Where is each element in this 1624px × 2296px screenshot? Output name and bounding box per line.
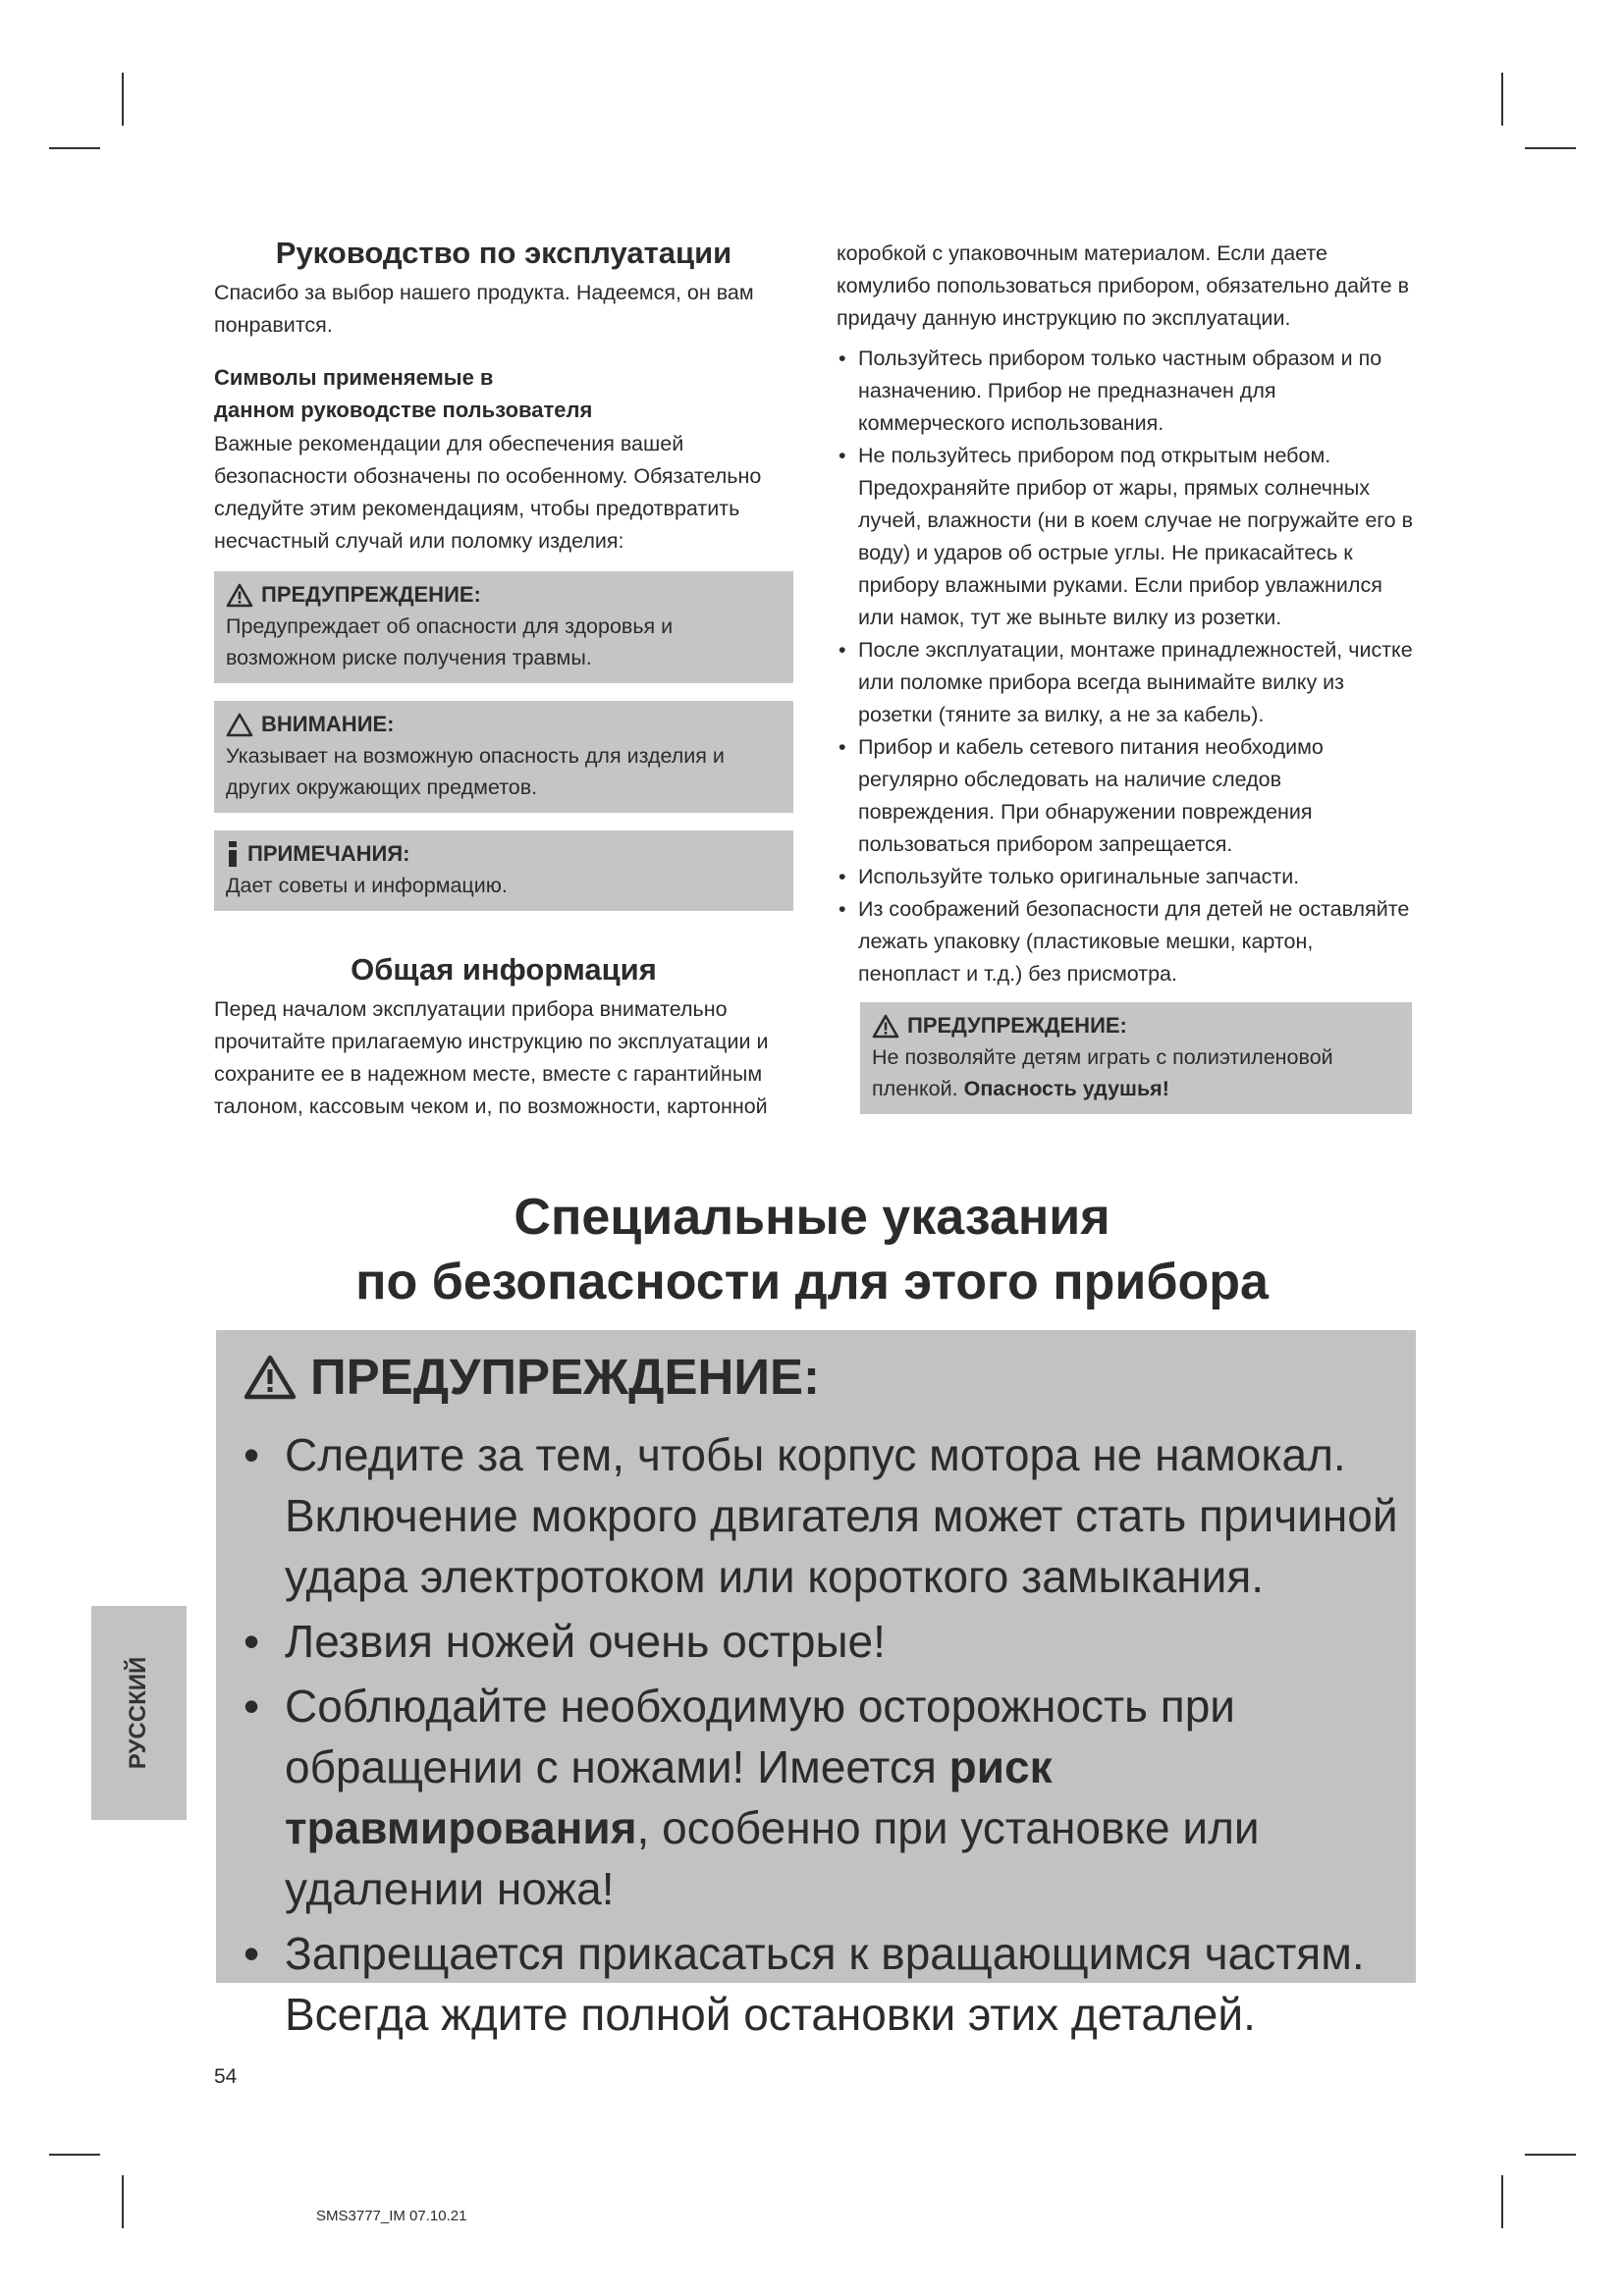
symbols-text: Важные рекомендации для обеспечения вашей безопасности обозначены по особенному. Обязательно следуйте этим рекомендациям, чтобы предотвратить несчастный случай или поломку изделия:: [214, 432, 762, 553]
list-item: • Следите за тем, чтобы корпус мотора не намокал. Включение мокрого двигателя может стать причиной удара электротоком или короткого замыкания.: [234, 1424, 1398, 1607]
intro-text: Спасибо за выбор нашего продукта. Надеемся, он вам понравится.: [214, 281, 754, 337]
list-item: • Запрещается прикасаться к вращающимся частям. Всегда ждите полной остановки этих деталей.: [234, 1923, 1398, 2045]
list-item: • Пользуйтесь прибором только частным образом и по назначению. Прибор не предназначен для коммерческого использования.: [837, 343, 1416, 440]
list-item: • Используйте только оригинальные запчасти.: [837, 861, 1416, 893]
warning-triangle-icon: [244, 1354, 297, 1401]
crop-mark: [49, 2154, 100, 2156]
injury-risk: риск травмирования: [285, 1741, 1053, 1853]
caution-box-label: ВНИМАНИЕ:: [261, 712, 395, 736]
info-icon: [226, 841, 240, 867]
crop-mark: [1501, 73, 1503, 126]
bullet: •: [839, 735, 846, 759]
manual-title: Руководство по эксплуатации: [275, 236, 732, 270]
note-box-head: [226, 838, 782, 870]
bullet: •: [839, 638, 846, 662]
crop-mark: [122, 73, 124, 126]
special-warning-label: ПРЕДУПРЕЖДЕНИЕ:: [310, 1349, 820, 1405]
list-item: • Соблюдайте необходимую осторожность при обращении с ножами! Имеется риск травмирования, особенно при установке или удалении ножа!: [234, 1676, 1398, 1919]
footer-code: SMS3777_IM 07.10.21: [316, 2208, 467, 2224]
bullet: •: [839, 897, 846, 921]
bullet: •: [244, 1681, 260, 1732]
page-number: 54: [214, 2065, 238, 2088]
special-safety-title: [0, 1185, 1624, 1314]
caution-box-head: [226, 709, 782, 740]
crop-mark: [1501, 2175, 1503, 2228]
warning-triangle-icon: [226, 583, 253, 608]
symbols-title-line-1: Символы применяемые в: [214, 365, 494, 390]
special-warning-list: [234, 1424, 1398, 2045]
warning-box-text: Предупреждает об опасности для здоровья и возможном риске получения травмы.: [226, 614, 674, 669]
crop-mark: [122, 2175, 124, 2228]
list-item: • Из соображений безопасности для детей не оставляйте лежать упаковку (пластиковые мешки, картон, пенопласт и т.д.) без присмотра.: [837, 893, 1416, 990]
special-warning-box: [216, 1330, 1416, 2040]
caution-box: [214, 701, 793, 813]
language-tab-label: РУССКИЙ: [125, 1656, 151, 1770]
list-item: • Не пользуйтесь прибором под открытым небом. Предохраняйте прибор от жары, прямых солнечных лучей, влажности (ни в коем случае не погружайте его в воду) и ударов об острые углы. Не прикасайтесь к прибору влажными руками. Если прибор увлажнился или намок, тут же выньте вилку из розетки.: [837, 440, 1416, 634]
crop-mark: [1525, 147, 1576, 149]
warning-box: [214, 571, 793, 683]
bullet: •: [839, 347, 846, 370]
bullet: •: [244, 1429, 260, 1480]
special-title-line-2: по безопасности для этого прибора: [355, 1254, 1269, 1310]
caution-box-text: Указывает на возможную опасность для изделия и других окружающих предметов.: [226, 744, 725, 799]
list-item: • Прибор и кабель сетевого питания необходимо регулярно обследовать на наличие следов повреждения. При обнаружении повреждения пользоваться прибором запрещается.: [837, 731, 1416, 861]
symbols-title: [214, 361, 793, 426]
child-warning-label: ПРЕДУПРЕЖДЕНИЕ:: [907, 1013, 1127, 1038]
crop-mark: [49, 147, 100, 149]
safety-list: [837, 343, 1416, 990]
list-item: • После эксплуатации, монтаже принадлежностей, чистке или поломке прибора всегда вынимайте вилку из розетки (тяните за вилку, а не за кабель).: [837, 634, 1416, 731]
symbols-title-line-2: данном руководстве пользователя: [214, 398, 593, 422]
child-warning-box: [860, 1002, 1412, 1114]
special-warning-head: [234, 1340, 1398, 1415]
note-box-text: Дает советы и информацию.: [226, 874, 508, 897]
caution-triangle-icon: [226, 713, 253, 737]
warning-triangle-icon: [872, 1014, 899, 1039]
bullet: •: [244, 1928, 260, 1979]
continued-text: коробкой с упаковочным материалом. Если даете комулибо попользоваться прибором, обязательно дайте в придачу данную инструкцию по эксплуатации.: [837, 241, 1410, 330]
bullet: •: [839, 444, 846, 467]
crop-mark: [1525, 2154, 1576, 2156]
note-box-label: ПРИМЕЧАНИЯ:: [247, 841, 410, 866]
general-info-title: Общая информация: [351, 952, 657, 987]
bullet: •: [244, 1616, 260, 1667]
special-title-line-1: Специальные указания: [514, 1189, 1110, 1246]
bullet: •: [839, 865, 846, 888]
child-warning-text: Не позволяйте детям играть с полиэтиленовой пленкой. Опасность удушья!: [872, 1045, 1333, 1100]
list-item: • Лезвия ножей очень острые!: [234, 1611, 1398, 1672]
note-box: [214, 830, 793, 911]
warning-box-label: ПРЕДУПРЕЖДЕНИЕ:: [261, 582, 481, 607]
general-info-text: Перед началом эксплуатации прибора внимательно прочитайте прилагаемую инструкцию по эксплуатации и сохраните ее в надежном месте, вместе с гарантийным талоном, кассовым чеком и, по возможности, картонной: [214, 997, 769, 1118]
suffocation-danger: Опасность удушья!: [963, 1077, 1169, 1100]
left-column: [214, 234, 793, 1123]
right-column: [837, 238, 1416, 1114]
child-warning-head: [872, 1010, 1400, 1041]
language-tab: [91, 1606, 187, 1820]
warning-box-head: [226, 579, 782, 611]
